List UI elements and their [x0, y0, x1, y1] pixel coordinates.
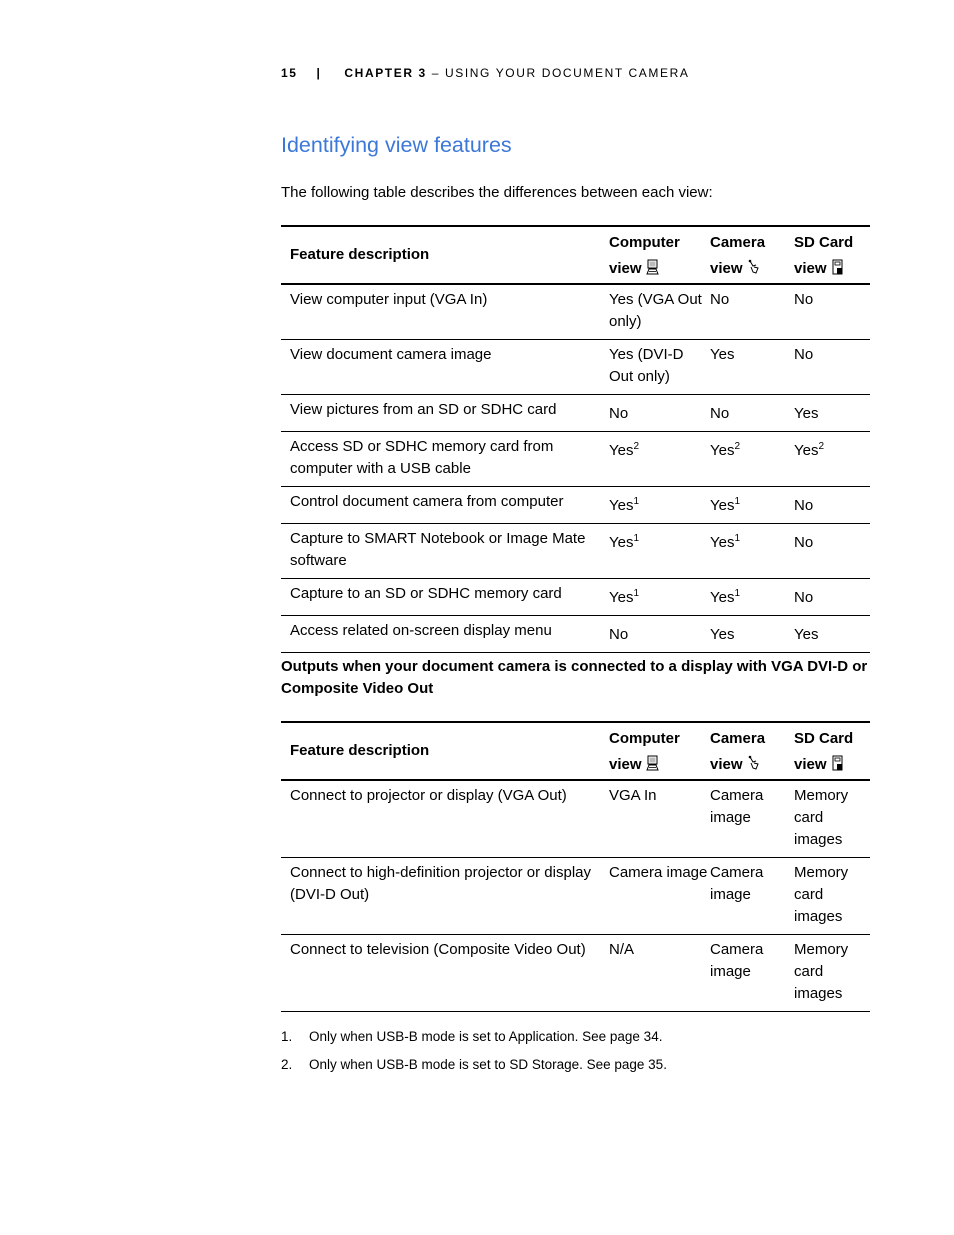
sd-card-view-cell: Memory card images: [794, 864, 849, 925]
header-camera-line2: view: [710, 756, 743, 773]
view-features-table: [281, 225, 870, 653]
computer-view-icon: [646, 259, 659, 275]
feature-cell: Access related on-screen display menu: [290, 622, 552, 639]
cell-value: Yes: [710, 346, 735, 363]
camera-view-cell: [710, 579, 794, 616]
footnote-ref: 1: [734, 533, 741, 544]
cell-value: No: [794, 534, 814, 551]
feature-cell: Connect to television (Composite Video Out): [290, 941, 586, 958]
table-row: [281, 858, 870, 935]
header-sd-line2: view: [794, 260, 827, 277]
sd-card-view-cell: Memory card images: [794, 941, 849, 1002]
cell-value: Yes: [710, 626, 735, 643]
table-row: [281, 432, 870, 487]
computer-view-icon: [646, 755, 659, 771]
cell-value: No: [710, 291, 730, 308]
camera-view-cell: [710, 395, 794, 432]
table-row: [281, 395, 870, 432]
footnote-ref: 2: [818, 441, 825, 452]
computer-view-cell: [609, 284, 710, 340]
feature-cell: Connect to projector or display (VGA Out): [290, 787, 567, 804]
computer-view-cell: [609, 340, 710, 395]
intro-paragraph: The following table describes the differences between each view:: [281, 184, 713, 201]
header-camera-line2: view: [710, 260, 743, 277]
outputs-table: [281, 721, 870, 1012]
cell-value: Yes: [710, 497, 735, 514]
computer-view-cell: VGA In: [609, 787, 657, 804]
chapter-title: – USING YOUR DOCUMENT CAMERA: [431, 66, 690, 80]
table-row: [281, 487, 870, 524]
computer-view-cell: [609, 487, 710, 524]
cell-value: Yes: [609, 442, 634, 459]
cell-value: Yes: [710, 442, 735, 459]
cell-value: No: [794, 589, 814, 606]
camera-view-cell: [710, 616, 794, 653]
page-number: 15: [281, 66, 298, 80]
table-header-row: [281, 722, 870, 780]
feature-cell: Access SD or SDHC memory card from computer with a USB cable: [290, 438, 554, 477]
table-row: [281, 616, 870, 653]
header-computer-view: [609, 226, 710, 284]
cell-value: Yes: [794, 405, 819, 422]
camera-view-icon: [747, 259, 760, 275]
header-camera-line1: Camera: [710, 234, 766, 251]
camera-view-cell: Camera image: [710, 864, 764, 903]
cell-value: No: [609, 626, 629, 643]
computer-view-cell: [609, 579, 710, 616]
footnote-ref: 1: [633, 533, 640, 544]
sd-card-view-cell: [794, 340, 870, 395]
footnote: [281, 1027, 667, 1047]
footnote-ref: 2: [734, 441, 741, 452]
footnote-text: Only when USB-B mode is set to SD Storage. See page 35.: [309, 1057, 667, 1072]
outputs-subheading: Outputs when your document camera is connected to a display with VGA DVI-D or Composite Video Out: [281, 658, 868, 697]
sd-card-view-cell: [794, 432, 870, 487]
camera-view-cell: [710, 487, 794, 524]
sd-card-view-icon: [831, 755, 844, 771]
header-sd-line1: SD Card: [794, 730, 854, 747]
sd-card-view-cell: [794, 487, 870, 524]
cell-value: Yes: [710, 534, 735, 551]
cell-value: Yes: [794, 442, 819, 459]
header-sd-card-view: [794, 722, 870, 780]
chapter-label: CHAPTER 3: [344, 66, 427, 80]
camera-view-cell: [710, 284, 794, 340]
table-row: [281, 340, 870, 395]
footnote-ref: 1: [633, 496, 640, 507]
feature-cell: Capture to SMART Notebook or Image Mate software: [290, 530, 586, 569]
sd-card-view-cell: [794, 524, 870, 579]
header-computer-line1: Computer: [609, 730, 680, 747]
feature-cell: Capture to an SD or SDHC memory card: [290, 585, 562, 602]
header-sd-card-view: [794, 226, 870, 284]
feature-cell: View computer input (VGA In): [290, 291, 488, 308]
header-computer-view: [609, 722, 710, 780]
cell-value: Yes: [609, 589, 634, 606]
footnote-text: Only when USB-B mode is set to Application. See page 34.: [309, 1029, 663, 1044]
cell-value: No: [794, 497, 814, 514]
footnote-number: 2.: [281, 1057, 293, 1072]
sd-card-view-cell: [794, 395, 870, 432]
header-sd-line2: view: [794, 756, 827, 773]
footnote-number: 1.: [281, 1029, 293, 1044]
cell-value: Yes: [710, 589, 735, 606]
cell-value: Yes: [609, 497, 634, 514]
table-row: [281, 935, 870, 1012]
header-separator: |: [316, 66, 322, 80]
running-header: [281, 66, 689, 80]
header-camera-view: [710, 722, 794, 780]
camera-view-icon: [747, 755, 760, 771]
cell-value: No: [794, 291, 814, 308]
table-row: [281, 780, 870, 858]
header-computer-line2: view: [609, 756, 642, 773]
computer-view-cell: N/A: [609, 941, 635, 958]
cell-value: No: [710, 405, 730, 422]
header-sd-line1: SD Card: [794, 234, 854, 251]
header-computer-line2: view: [609, 260, 642, 277]
computer-view-cell: [609, 616, 710, 653]
header-computer-line1: Computer: [609, 234, 680, 251]
camera-view-cell: [710, 432, 794, 487]
cell-value: Yes: [609, 534, 634, 551]
computer-view-cell: [609, 395, 710, 432]
table-row: [281, 579, 870, 616]
footnote-ref: 1: [734, 496, 741, 507]
sd-card-view-cell: Memory card images: [794, 787, 849, 848]
section-title: Identifying view features: [281, 133, 512, 157]
sd-card-view-cell: [794, 579, 870, 616]
header-feature-description: Feature description: [290, 246, 430, 263]
feature-cell: Connect to high-definition projector or display (DVI-D Out): [290, 864, 592, 903]
table-header-row: [281, 226, 870, 284]
camera-view-cell: [710, 340, 794, 395]
computer-view-cell: [609, 524, 710, 579]
footnote: [281, 1055, 667, 1075]
footnotes: [281, 1027, 667, 1083]
feature-cell: View pictures from an SD or SDHC card: [290, 401, 557, 418]
cell-value: Yes (VGA Out only): [609, 291, 702, 330]
footnote-ref: 1: [734, 588, 741, 599]
feature-cell: Control document camera from computer: [290, 493, 564, 510]
sd-card-view-icon: [831, 259, 844, 275]
header-camera-view: [710, 226, 794, 284]
header-camera-line1: Camera: [710, 730, 766, 747]
computer-view-cell: [609, 432, 710, 487]
sd-card-view-cell: [794, 616, 870, 653]
header-feature-description: Feature description: [290, 742, 430, 759]
cell-value: Yes (DVI-D Out only): [609, 346, 684, 385]
camera-view-cell: [710, 524, 794, 579]
footnote-ref: 2: [633, 441, 640, 452]
camera-view-cell: Camera image: [710, 941, 764, 980]
cell-value: No: [794, 346, 814, 363]
table-row: [281, 284, 870, 340]
sd-card-view-cell: [794, 284, 870, 340]
cell-value: No: [609, 405, 629, 422]
computer-view-cell: Camera image: [609, 864, 708, 881]
footnote-ref: 1: [633, 588, 640, 599]
table-row: [281, 524, 870, 579]
cell-value: Yes: [794, 626, 819, 643]
feature-cell: View document camera image: [290, 346, 492, 363]
camera-view-cell: Camera image: [710, 787, 764, 826]
